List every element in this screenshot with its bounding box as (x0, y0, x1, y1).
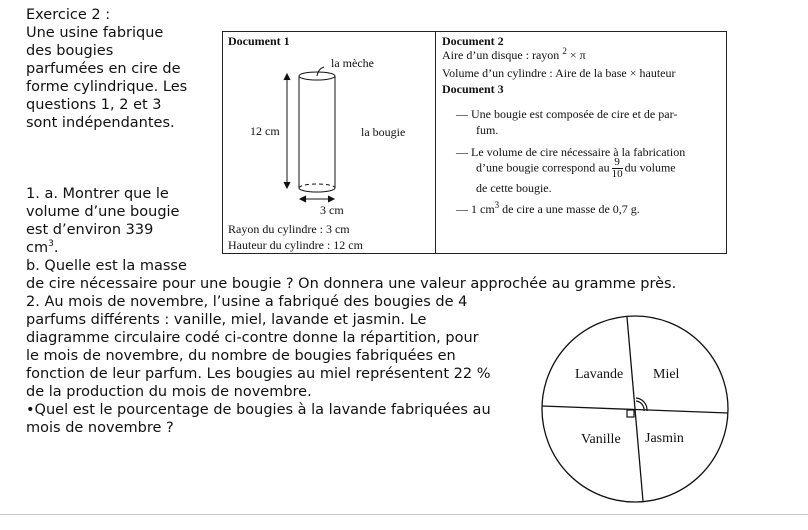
doc3-bullet2-post: du volume (624, 160, 676, 175)
documents-table (222, 31, 727, 254)
height-arrow-top (284, 74, 290, 80)
wick (317, 67, 324, 76)
bottom-divider (0, 514, 808, 515)
q2-line-1: 2. Au mois de novembre, l’usine a fabriqué des bougies de 4 (26, 294, 468, 310)
doc3-bullet2-line1: — Le volume de cire nécessaire à la fabrication (456, 145, 686, 159)
radius-text: Rayon du cylindre : 3 cm (228, 222, 350, 236)
disk-area-prefix: Aire d’un disque : rayon (442, 48, 560, 62)
doc3-bullet1-line1: — Une bougie est composée de cire et de par- (456, 107, 678, 121)
doc3-bullet2-line2 (476, 157, 676, 180)
document2-title: Document 2 (442, 34, 504, 48)
q1a-unit: cm (26, 240, 49, 256)
height-arrow-bottom (284, 182, 290, 188)
q2-question-line-2: mois de novembre ? (26, 420, 174, 436)
label-candle: la bougie (361, 125, 406, 139)
disk-area-formula (442, 48, 586, 63)
disk-area-exp: 2 (562, 46, 567, 56)
document1-title: Document 1 (228, 34, 290, 48)
intro-line-2: des bougies (26, 43, 114, 59)
doc3-bullet2-pre: d’une bougie correspond au (476, 160, 610, 175)
candle-bottom-front (299, 188, 335, 192)
q1a-line-3: est d’environ 339 (26, 222, 154, 238)
document23-cell (436, 32, 727, 254)
candle-bottom-back (299, 184, 335, 188)
label-wick: la mèche (331, 56, 374, 70)
q1a-unit-exp: 3 (48, 239, 54, 250)
intro-line-5: questions 1, 2 et 3 (26, 97, 162, 113)
label-diameter: 3 cm (320, 203, 344, 217)
doc3-bullet2-line3: de cette bougie. (476, 181, 552, 195)
pie-diagram (540, 312, 732, 506)
q1a-end: . (53, 240, 59, 256)
intro-line-3: parfumées en cire de (26, 61, 181, 77)
pie-label-jasmin: Jasmin (645, 431, 684, 446)
exercise-title: Exercice 2 : (26, 7, 111, 23)
doc3-bullet3-pre: — 1 cm (456, 202, 495, 216)
fraction-nine-tenths (612, 157, 623, 180)
q1a-line-1: 1. a. Montrer que le (26, 186, 169, 202)
q2-line-4: le mois de novembre, du nombre de bougies fabriquées en (26, 348, 456, 364)
pie-label-lavande: Lavande (575, 367, 624, 382)
q2-line-6: de la production du mois de novembre. (26, 384, 312, 400)
q2-line-2: parfums différents : vanille, miel, lavande et jasmin. Le (26, 312, 427, 328)
right-angle-marker (627, 410, 634, 417)
q1a-unit-line (26, 239, 58, 257)
q1a-line-2: volume d’une bougie (26, 204, 180, 220)
pie-label-vanille: Vanille (581, 432, 621, 447)
pie-label-miel: Miel (653, 367, 680, 382)
intro-line-6: sont indépendantes. (26, 115, 175, 131)
label-height: 12 cm (250, 124, 280, 138)
diameter-arrow-left (300, 196, 306, 202)
doc3-bullet3-post: de cire a une masse de 0,7 g. (499, 202, 640, 216)
q2-line-3: diagramme circulaire codé ci-contre donne la répartition, pour (26, 330, 479, 346)
intro-line-1: Une usine fabrique (26, 25, 164, 41)
height-text: Hauteur du cylindre : 12 cm (228, 238, 363, 252)
disk-area-suffix: × π (566, 48, 586, 62)
document1-cell (223, 32, 436, 254)
intro-line-4: forme cylindrique. Les (26, 79, 188, 95)
q1b-line-2: de cire nécessaire pour une bougie ? On donnera une valeur approchée au gramme près. (26, 276, 677, 292)
fraction-numerator: 9 (612, 157, 623, 169)
doc3-bullet3 (456, 202, 640, 217)
q1b-line-1: b. Quelle est la masse (26, 258, 187, 274)
cylinder-volume-formula: Volume d’un cylindre : Aire de la base × hauteur (442, 66, 676, 80)
q2-question-line-1: •Quel est le pourcentage de bougies à la lavande fabriquées au (26, 402, 491, 418)
q2-line-5: fonction de leur parfum. Les bougies au miel représentent 22 % (26, 366, 491, 382)
doc3-bullet3-exp: 3 (494, 200, 500, 210)
candle-diagram (223, 32, 435, 254)
document3-title: Document 3 (442, 82, 504, 96)
diameter-arrow-right (328, 196, 334, 202)
fraction-denominator: 10 (611, 168, 623, 180)
doc3-bullet1-line2: fum. (476, 123, 499, 137)
